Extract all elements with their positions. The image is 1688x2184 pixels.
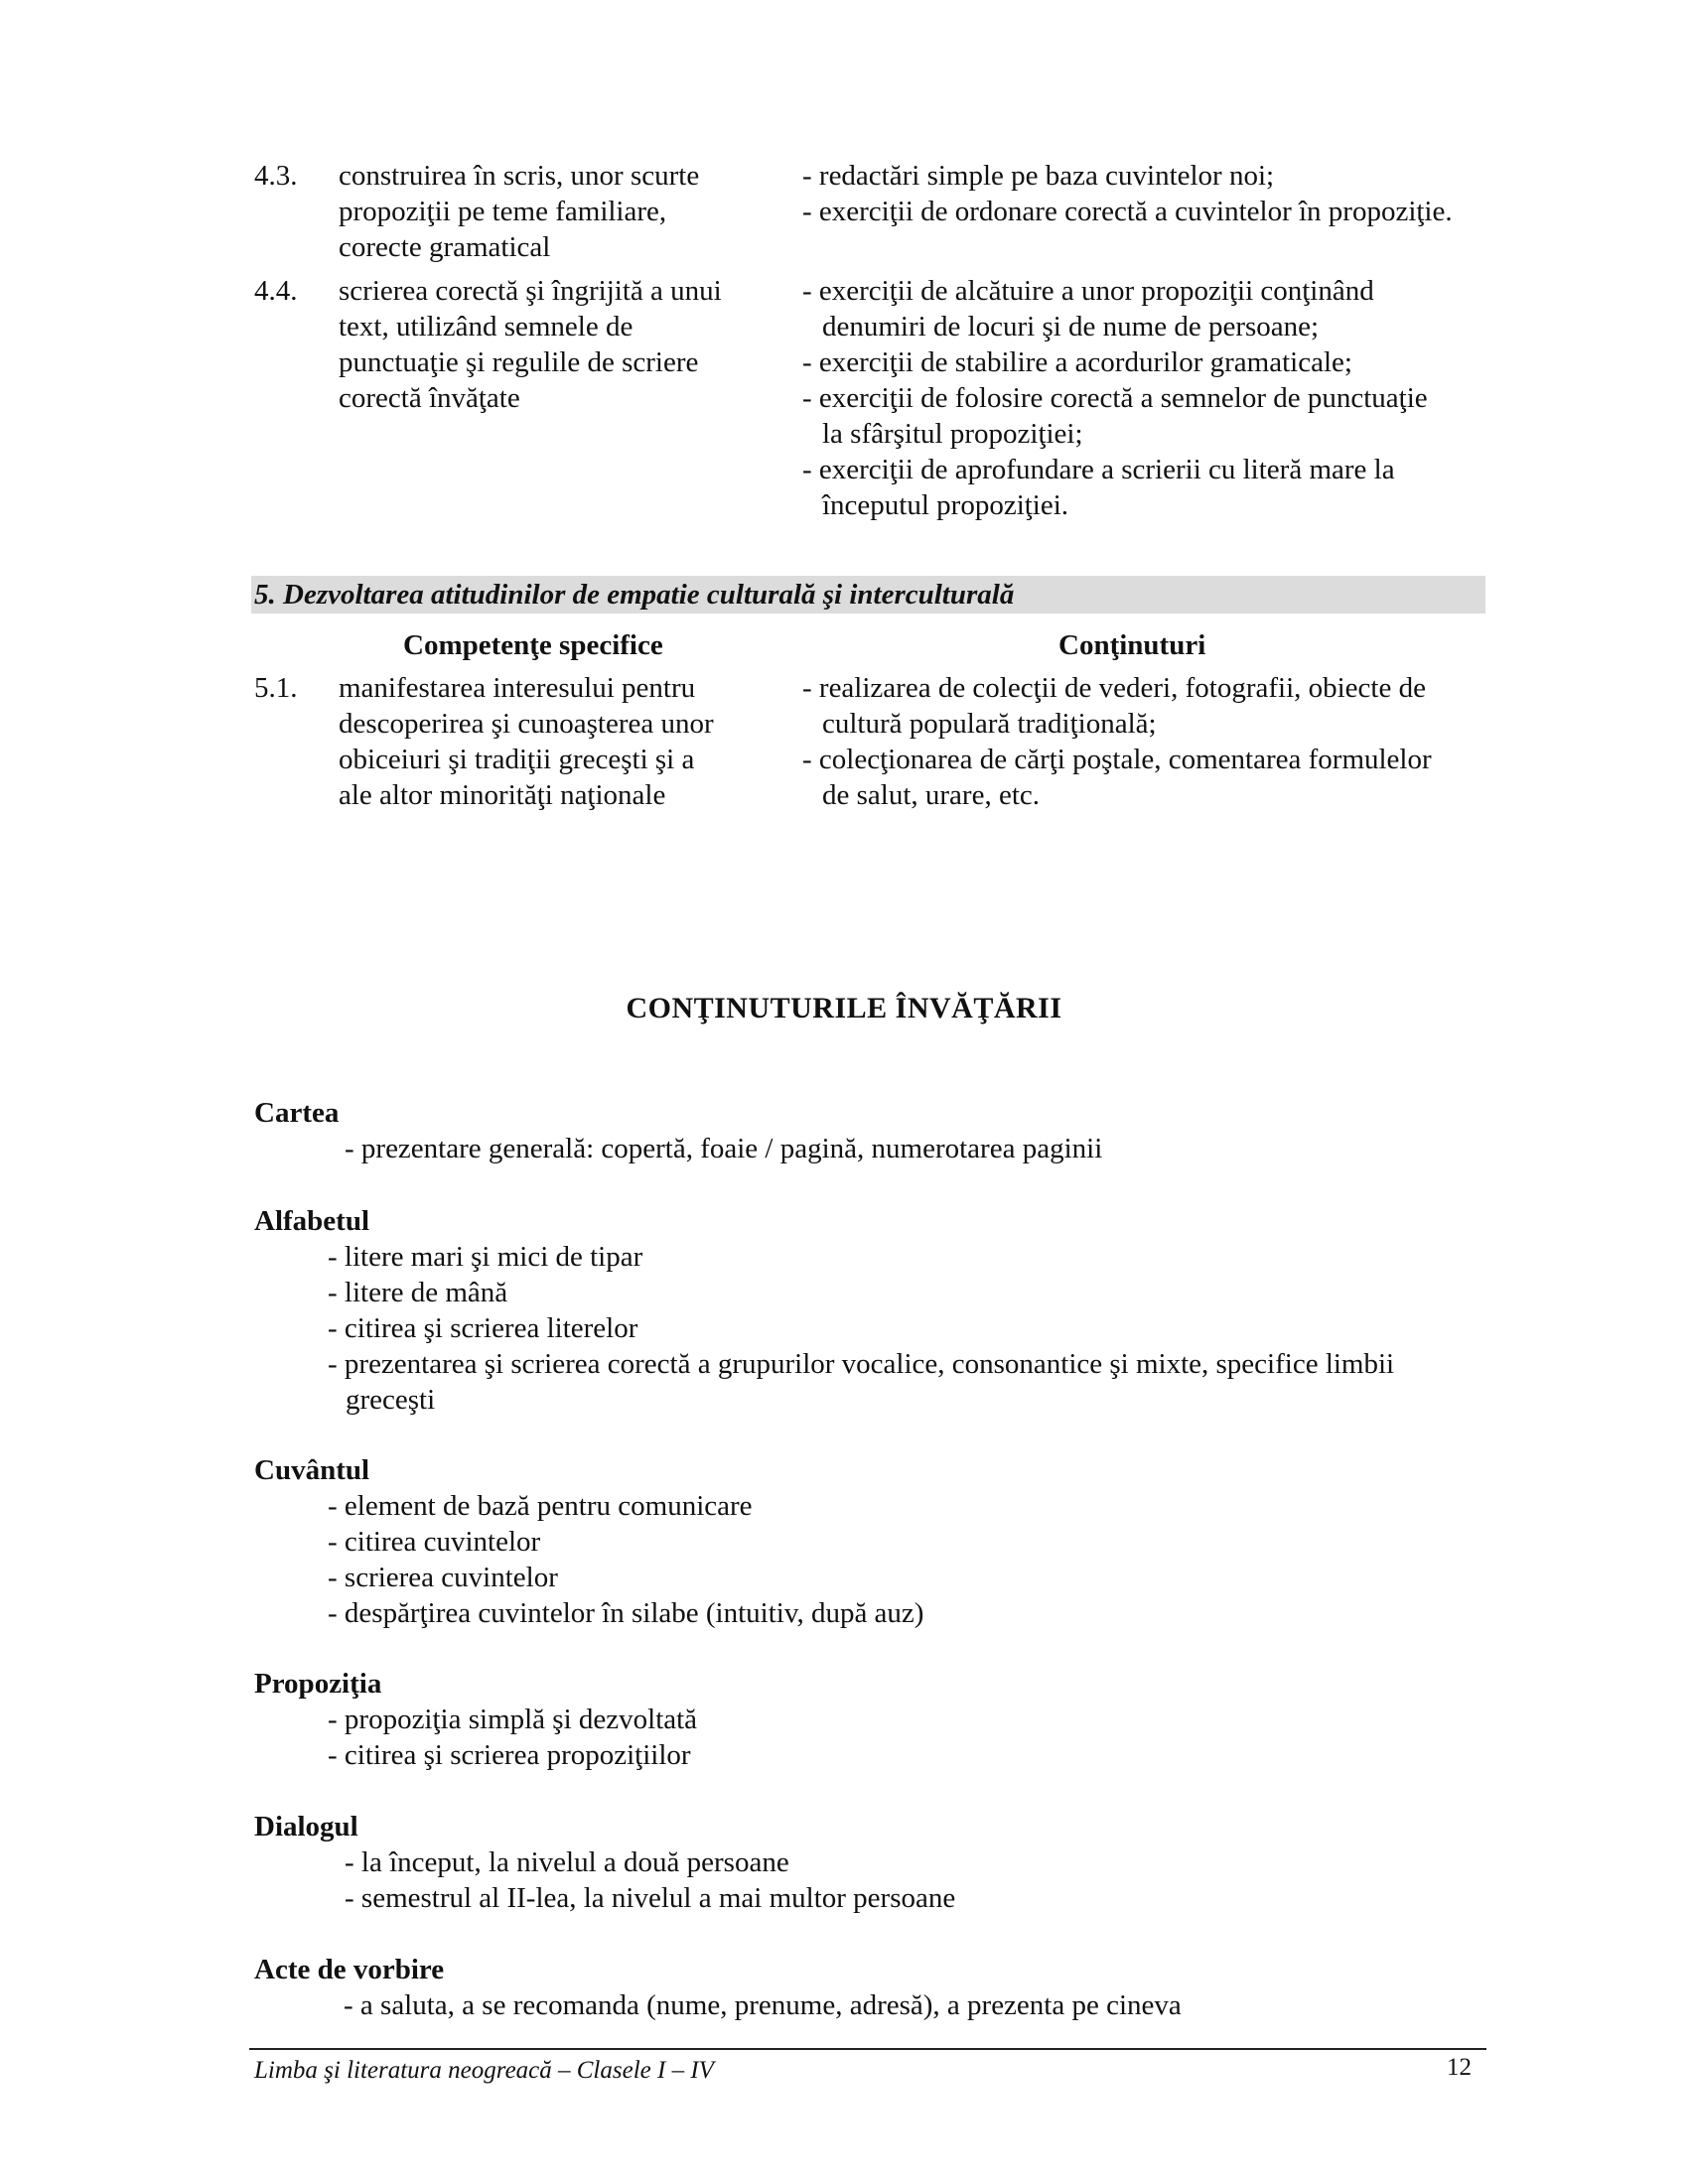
list-item: - citirea şi scrierea propoziţiilor: [328, 1739, 691, 1771]
competence-line: obiceiuri şi tradiţii greceşti şi a: [339, 744, 695, 775]
content-line: - redactări simple pe baza cuvintelor noi;: [802, 160, 1275, 192]
footer-divider: [249, 2048, 1486, 2050]
column-header-competences: Competenţe specifice: [403, 629, 663, 661]
competence-number: 4.3.: [254, 160, 298, 192]
page-number: 12: [1447, 2054, 1472, 2081]
competence-line: text, utilizând semnele de: [339, 311, 633, 342]
section-title: Acte de vorbire: [254, 1954, 445, 1985]
competence-line: descoperirea şi cunoaşterea unor: [339, 708, 714, 740]
content-line: - exerciţii de ordonare corectă a cuvintelor în propoziţie.: [802, 196, 1453, 227]
list-item: - litere de mână: [328, 1277, 508, 1308]
section-title: Alfabetul: [254, 1205, 369, 1237]
list-item: - propoziţia simplă şi dezvoltată: [328, 1704, 698, 1735]
competence-line: ale altor minorităţi naţionale: [339, 779, 666, 811]
competence-line: construirea în scris, unor scurte: [339, 160, 700, 192]
list-item: - prezentarea şi scrierea corectă a grupurilor vocalice, consonantice şi mixte, specifice limbii: [328, 1348, 1395, 1380]
content-line: cultură populară tradiţională;: [822, 708, 1157, 740]
footer-title: Limba şi literatura neogreacă – Clasele I – IV: [254, 2057, 714, 2084]
page-title: CONŢINUTURILE ÎNVĂŢĂRII: [626, 992, 1062, 1024]
section-5-header: [251, 576, 1485, 614]
content-list: [802, 158, 1517, 229]
content-line: de salut, urare, etc.: [822, 779, 1041, 811]
content-list: [802, 670, 1517, 813]
content-line: - exerciţii de folosire corectă a semnelor de punctuaţie: [802, 382, 1428, 414]
section-title: Cartea: [254, 1097, 340, 1129]
content-line: - realizarea de colecţii de vederi, fotografii, obiecte de: [802, 672, 1426, 704]
content-line: denumiri de locuri şi de nume de persoane;: [822, 311, 1320, 342]
competence-line: corecte gramatical: [339, 231, 551, 263]
list-item: - la început, la nivelul a două persoane: [345, 1846, 789, 1878]
list-item: - semestrul al II-lea, la nivelul a mai multor persoane: [345, 1882, 956, 1914]
competence-line: manifestarea interesului pentru: [339, 672, 696, 704]
list-item: - element de bază pentru comunicare: [328, 1490, 753, 1522]
content-line: - exerciţii de aprofundare a scrierii cu literă mare la: [802, 454, 1395, 485]
content-line: la sfârşitul propoziţiei;: [822, 418, 1083, 450]
content-line: - exerciţii de stabilire a acordurilor gramaticale;: [802, 346, 1352, 378]
list-item: greceşti: [346, 1384, 436, 1416]
list-item: - litere mari şi mici de tipar: [328, 1241, 643, 1273]
competence-line: scrierea corectă şi îngrijită a unui: [339, 275, 722, 307]
content-line: începutul propoziţiei.: [822, 489, 1069, 521]
competence-text: [339, 273, 805, 416]
section-5-title: 5. Dezvoltarea atitudinilor de empatie culturală şi interculturală: [254, 579, 1015, 611]
content-list: [802, 273, 1517, 523]
section-title: Cuvântul: [254, 1454, 370, 1486]
list-item: - citirea şi scrierea literelor: [328, 1312, 638, 1344]
list-item: - a saluta, a se recomanda (nume, prenume, adresă), a prezenta pe cineva: [344, 1989, 1182, 2021]
competence-number: 5.1.: [254, 672, 298, 704]
list-item: - scrierea cuvintelor: [328, 1562, 558, 1593]
list-item: - prezentare generală: copertă, foaie / pagină, numerotarea paginii: [345, 1133, 1103, 1164]
section-title: Propoziţia: [254, 1668, 382, 1700]
competence-text: [339, 670, 805, 813]
competence-line: propoziţii pe teme familiare,: [339, 196, 667, 227]
competence-line: punctuaţie şi regulile de scriere: [339, 346, 699, 378]
column-header-contents: Conţinuturi: [1058, 629, 1206, 661]
section-title: Dialogul: [254, 1811, 358, 1843]
competence-text: [339, 158, 805, 265]
content-line: - exerciţii de alcătuire a unor propoziţii conţinând: [802, 275, 1374, 307]
list-item: - citirea cuvintelor: [328, 1526, 541, 1558]
content-line: - colecţionarea de cărţi poştale, comentarea formulelor: [802, 744, 1432, 775]
competence-line: corectă învăţate: [339, 382, 520, 414]
list-item: - despărţirea cuvintelor în silabe (intuitiv, după auz): [328, 1597, 924, 1629]
competence-number: 4.4.: [254, 275, 298, 307]
